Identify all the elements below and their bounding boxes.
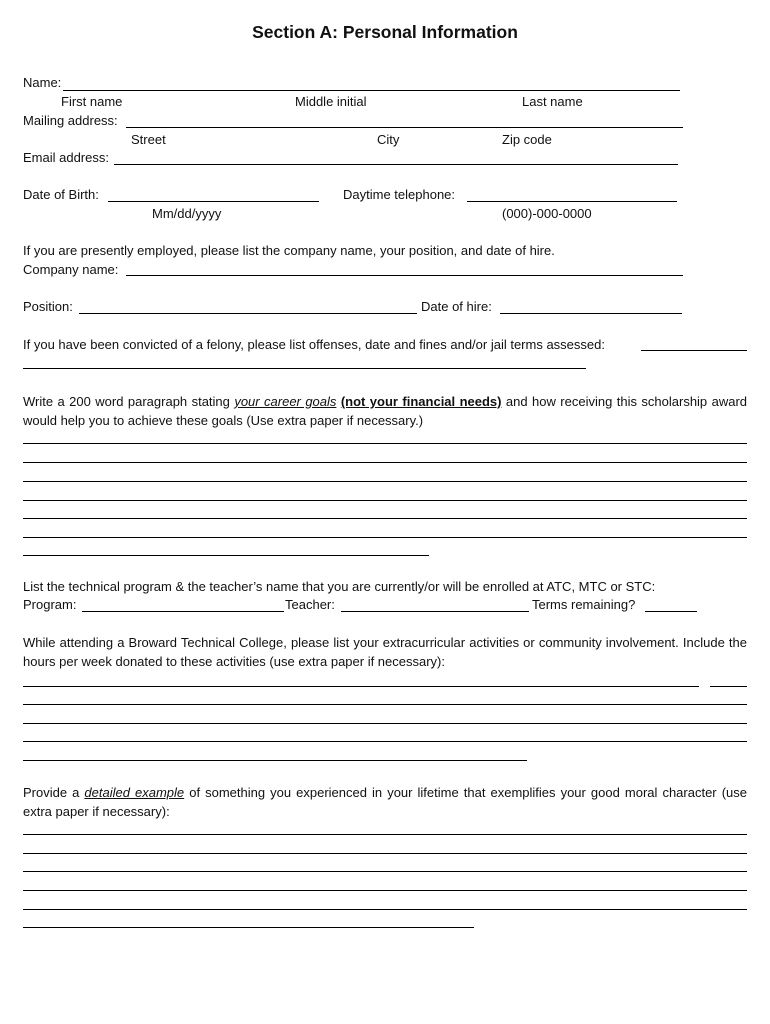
felony-prompt: If you have been convicted of a felony, please list offenses, date and fines and/or jail terms assessed: — [23, 337, 605, 352]
street-caption: Street — [131, 132, 166, 147]
career-goals-prompt: Write a 200 word paragraph stating your career goals (not your financial needs) and how receiving this scholarship award would help you to achieve these goals (Use extra paper if necessary.) — [23, 394, 747, 428]
moral-character-prompt: Provide a detailed example of something you experienced in your lifetime that exemplifies your good moral character (use extra paper if necessary): — [23, 785, 747, 819]
name-field[interactable] — [63, 90, 680, 91]
career-goals-line[interactable] — [23, 555, 429, 556]
moral-character-line[interactable] — [23, 890, 747, 891]
moral-character-line[interactable] — [23, 909, 747, 910]
terms-remaining-field[interactable] — [645, 611, 697, 612]
middle-initial-caption: Middle initial — [295, 94, 367, 109]
terms-remaining-label: Terms remaining? — [532, 597, 636, 612]
extracurricular-line[interactable] — [23, 760, 527, 761]
program-prompt: List the technical program & the teacher’s name that you are currently/or will be enrolled at ATC, MTC or STC: — [23, 579, 656, 594]
career-goals-line[interactable] — [23, 481, 747, 482]
dob-field[interactable] — [108, 201, 319, 202]
career-goals-emphasis: your career goals — [234, 394, 337, 409]
page-title: Section A: Personal Information — [252, 22, 518, 42]
teacher-field[interactable] — [341, 611, 529, 612]
program-label: Program: — [23, 597, 77, 612]
mailing-address-field[interactable] — [126, 127, 683, 128]
extracurricular-line[interactable] — [710, 686, 747, 687]
career-goals-line[interactable] — [23, 518, 747, 519]
extracurricular-line[interactable] — [23, 741, 747, 742]
moral-character-line[interactable] — [23, 871, 747, 872]
phone-field[interactable] — [467, 201, 677, 202]
detailed-example-emphasis: detailed example — [84, 785, 185, 800]
position-label: Position: — [23, 299, 73, 314]
position-field[interactable] — [79, 313, 417, 314]
email-label: Email address: — [23, 150, 109, 165]
extracurricular-line[interactable] — [23, 723, 747, 724]
felony-field-line[interactable] — [23, 368, 586, 369]
phone-format-caption: (000)-000-0000 — [502, 206, 592, 221]
moral-character-line[interactable] — [23, 927, 474, 928]
extracurricular-line[interactable] — [23, 704, 747, 705]
last-name-caption: Last name — [522, 94, 583, 109]
hire-date-field[interactable] — [500, 313, 682, 314]
mailing-address-label: Mailing address: — [23, 113, 118, 128]
career-goals-line[interactable] — [23, 500, 747, 501]
dob-format-caption: Mm/dd/yyyy — [152, 206, 222, 221]
moral-character-line[interactable] — [23, 853, 747, 854]
extracurricular-prompt: While attending a Broward Technical College, please list your extracurricular activities or community involvement. Include the hours per week donated to these activities (use extra paper if necessary): — [23, 635, 747, 669]
career-goals-line[interactable] — [23, 462, 747, 463]
phone-label: Daytime telephone: — [343, 187, 456, 202]
first-name-caption: First name — [61, 94, 123, 109]
company-name-field[interactable] — [126, 275, 683, 276]
felony-field-line[interactable] — [641, 350, 747, 351]
program-field[interactable] — [82, 611, 284, 612]
name-label: Name: — [23, 75, 62, 90]
extracurricular-line[interactable] — [23, 686, 699, 687]
company-name-label: Company name: — [23, 262, 119, 277]
employment-prompt: If you are presently employed, please list the company name, your position, and date of hire. — [23, 243, 555, 258]
hire-date-label: Date of hire: — [421, 299, 492, 314]
not-financial-needs-emphasis: (not your financial needs) — [340, 394, 502, 409]
city-caption: City — [377, 132, 400, 147]
career-goals-line[interactable] — [23, 443, 747, 444]
dob-label: Date of Birth: — [23, 187, 99, 202]
teacher-label: Teacher: — [285, 597, 335, 612]
career-goals-line[interactable] — [23, 537, 747, 538]
zip-code-caption: Zip code — [502, 132, 552, 147]
moral-character-line[interactable] — [23, 834, 747, 835]
email-field[interactable] — [114, 164, 678, 165]
